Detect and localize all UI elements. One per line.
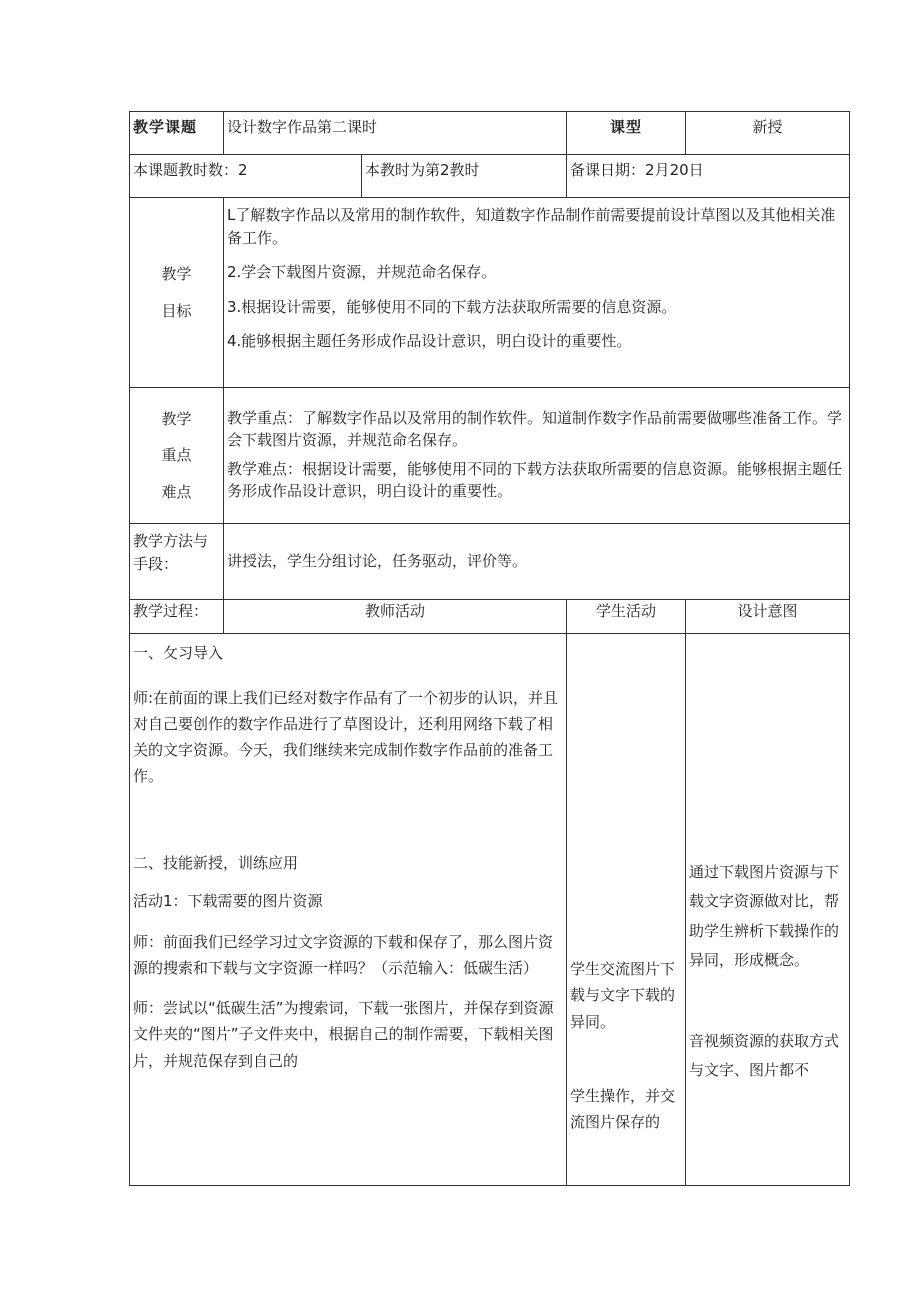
key-points-row xyxy=(130,388,850,524)
goal-item: 3.根据设计需要，能够使用不同的下载方法获取所需要的信息资源。 xyxy=(227,297,677,316)
design-intent-1: 通过下载图片资源与下载文字资源做对比，帮助学生辨析下载操作的异同，形成概念。 xyxy=(689,863,840,969)
goals-content xyxy=(224,198,850,388)
key-difficulty: 教学难点：根据设计需要，能够使用不同的下载方法获取所需要的信息资源。能够根据主题任务形成作品设计意识，明白设计的重要性。 xyxy=(227,459,843,500)
design-intent-header: 设计意图 xyxy=(686,600,850,634)
methods-label: 教学方法与手段： xyxy=(130,524,224,600)
activity-title: 活动1：下载需要的图片资源 xyxy=(133,892,323,910)
lesson-plan-document xyxy=(129,111,849,1186)
process-header-row xyxy=(130,600,850,634)
type-value: 新授 xyxy=(686,112,850,155)
key-label-line3: 难点 xyxy=(161,482,192,501)
teacher-activity-content xyxy=(130,634,567,1186)
teacher-question-2: 师：尝试以“低碳生活”为搜索词，下载一张图片，并保存到资源文件夹的“图片”子文件夹中，根据自己的制作需要，下载相关图片，并规范保存到自己的 xyxy=(133,999,554,1070)
teacher-activity-header: 教师活动 xyxy=(224,600,567,634)
this-hour: 本教时为第2教时 xyxy=(362,155,567,198)
design-intent-content xyxy=(686,634,850,1186)
topic-label: 教学课题 xyxy=(130,112,224,155)
type-label: 课型 xyxy=(567,112,686,155)
goals-label-line2: 目标 xyxy=(161,301,192,320)
process-body-row xyxy=(130,634,850,1186)
methods-row xyxy=(130,524,850,600)
review-title: 一、攵习导入 xyxy=(133,644,224,662)
student-activity-content xyxy=(567,634,686,1186)
goal-item: 2.学会下载图片资源，并规范命名保存。 xyxy=(227,263,497,281)
student-activity-header: 学生活动 xyxy=(567,600,686,634)
key-label-line1: 教学 xyxy=(161,409,192,428)
goals-label-line1: 教学 xyxy=(161,265,192,283)
teacher-question-1: 师：前面我们已经学习过文字资源的下载和保存了，那么图片资源的搜索和下载与文字资源一样吗？（示范输入：低碳生活） xyxy=(133,932,554,977)
lesson-plan-table xyxy=(129,111,850,1186)
methods-value: 讲授法，学生分组讨论，任务驱动，评价等。 xyxy=(224,524,850,600)
topic-row xyxy=(130,112,850,155)
key-focus: 教学重点：了解数字作品以及常用的制作软件。知道制作数字作品前需要做哪些准备工作。学会下载图片资源，并规范命名保存。 xyxy=(227,408,843,449)
key-label-line2: 重点 xyxy=(161,446,192,465)
goals-row xyxy=(130,198,850,388)
prep-date: 备课日期：2月20日 xyxy=(567,155,850,198)
goal-item: L了解数字作品以及常用的制作软件，知道数字作品制作前需要提前设计草图以及其他相关准备工作。 xyxy=(227,206,836,247)
goals-label xyxy=(130,198,224,388)
student-activity-1: 学生交流图片下载与文字下载的异同。 xyxy=(570,960,676,1031)
info-row xyxy=(130,155,850,198)
key-points-label xyxy=(130,388,224,524)
design-intent-2: 音视频资源的获取方式与文字、图片都不 xyxy=(689,1032,840,1080)
key-points-content xyxy=(224,388,850,524)
total-hours: 本课题教时数：2 xyxy=(130,155,362,198)
skill-title: 二、技能新授，训练应用 xyxy=(133,853,299,872)
goal-item: 4.能够根据主题任务形成作品设计意识，明白设计的重要性。 xyxy=(227,332,632,350)
process-label: 教学过程： xyxy=(130,600,224,634)
student-activity-2: 学生操作，并交流图片保存的 xyxy=(570,1086,676,1131)
review-text: 师:在前面的课上我们已经对数字作品有了一个初步的认识，并且对自己要创作的数字作品进行了草图设计，还利用网络下载了相关的文字资源。今天，我们继续来完成制作数字作品前的准备工作。 xyxy=(133,688,559,786)
topic-value: 设计数字作品第二课时 xyxy=(224,112,567,155)
